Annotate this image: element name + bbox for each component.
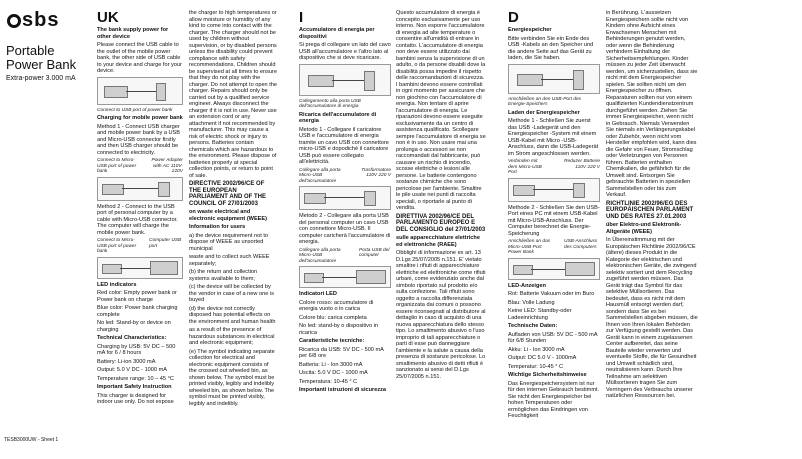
de-tech-0: Aufladen von USB: 5V DC - 500 mA für 6/8 Stunden bbox=[508, 331, 598, 344]
usb-cable-icon bbox=[322, 277, 356, 278]
uk-led-none: No led: Stand-by or device on charging bbox=[97, 320, 171, 333]
uk-tech-0: Charging by USB: 5V DC – 500 mA for 6 / 8 hours bbox=[97, 343, 176, 356]
uk-weee-3: (c) the device will be collected by the vendor in case of a new one is buyed bbox=[189, 284, 274, 303]
uk-weee-info: Information for users bbox=[189, 224, 246, 230]
uk-column bbox=[97, 10, 183, 408]
adapter-icon bbox=[158, 182, 170, 197]
power-bank-icon bbox=[102, 264, 122, 274]
adapter-icon bbox=[573, 183, 585, 198]
it-diagram-1 bbox=[299, 64, 391, 96]
usb-cable-icon bbox=[541, 79, 573, 80]
it-caption-3b: Porta USB del computer bbox=[359, 247, 390, 258]
it-weee-title: DIRETTIVA 2002/96/CE DEL PARLAMENTO EUROPEO E DEL CONSIGLIO del 27/01/2003 bbox=[396, 213, 486, 233]
uk-safety-cont: the charger to high temperatures or allow moisture or humidity of any kind to come into contact with the charger. The charger should not be used by children without supervision, or by disabled persons unless the disability could prevent compliance with safety recommendations. Children should be supervised at all times to ensure that they do not play with the charger. Do not attempt to open the charger. Repairs should only be carried out by a qualified service engineer. Always disconnect the charger if it is not in use. Never use an extension cord or any attachment if not recommended by manufacturer. This may cause a risk of electric shock or injury to persons. Batteries contain chemicals which are hazardous to the environment. Please dispose of batteries properly at special collection points, or return to point of sale. bbox=[189, 10, 278, 179]
it-caption-2a: Collegare alla porta Micro-USB dell'accumulatore bbox=[299, 167, 341, 184]
uk-weee-2: (b) the return and collection systems available to them; bbox=[189, 269, 258, 282]
uk-caption-1: Connect to USB port of power bank bbox=[97, 107, 173, 113]
uk-caption-3a: Connect to Micro-USB port of power bank bbox=[97, 238, 137, 254]
uk-weee-5: as a result of the presence of hazardous substances in electrical and electronic equipment; bbox=[189, 327, 275, 346]
it-safety-title: Importanti istruzioni di sicurezza bbox=[299, 387, 387, 393]
uk-lang-heading: UK bbox=[97, 9, 119, 26]
it-intro-title: Accumulatore di energia per dispositivi bbox=[299, 27, 375, 40]
de-led-blue: Blau: Volle Ladung bbox=[508, 299, 555, 306]
uk-caption-row-2 bbox=[97, 158, 183, 175]
it-tech-2: Uscita: 5.0 V DC - 1000 mA bbox=[299, 370, 368, 376]
uk-weee-6: (e) The symbol indicating separate collection for electrical and electronic equipment consists of the crossed out wheeled bin, as shown below. The symbol must be printed visibly, legibly and indelibly wheeled bin, as shown below. The symbol must be printed visibly, legibly and indelibly. bbox=[189, 348, 275, 407]
de-caption-row-3 bbox=[508, 239, 600, 256]
de-tech-1: Akku: Li - Ion 3000 mA bbox=[508, 346, 565, 353]
uk-weee-title: DIRECTIVE 2002/96/CE OF THE EUROPEAN PARLIAMENT AND OF THE COUNCIL OF 27/01/2003 bbox=[189, 181, 266, 207]
power-bank-icon bbox=[517, 74, 543, 86]
it-diagram-3 bbox=[299, 266, 391, 288]
de-safety-title: Wichtige Sicherheitshinweise bbox=[508, 372, 587, 378]
product-title-line1: Portable bbox=[6, 43, 55, 58]
it-weee-text: Obblighi di informazione ex art. 13 D.Lgs 25/07/2005 n.151. E' vietato smaltire i rifiuti di apparecchiature elettriche ed elettroniche come rifiuti urbani, come evidenziato anche dal simbolo riportato sul prodotto e/o sulla confezione. Tali rifiuti sono oggetto a raccolta differenziata organizzata dai comuni o possono essere riconsegnati al distributore al dettaglio in caso di acquisto di una nuova apparecchiatura dello stesso tipo. Lo smaltimento abusivo o l'uso improprio di tali apparecchiature o parti di esse può danneggiare l'ambiente e la salute a causa della presenza di sostanze pericolose. Lo smaltimento abusivo di detti rifiuti è sanzionato ai sensi del D.Lgs 25/07/2005 n.151. bbox=[396, 250, 486, 380]
de-column-2 bbox=[606, 10, 698, 402]
logo-text: sbs bbox=[22, 9, 60, 31]
it-method-2: Metodo 2 - Collegare alla porta USB del personal computer un cavo USB con connettore Micro-USB. Il computer caricherà l'accumulatore di energia. bbox=[299, 213, 391, 245]
de-caption-2b: Reduzer Batterie 110V 220 V bbox=[564, 159, 600, 170]
power-bank-icon bbox=[102, 184, 124, 195]
uk-safety-title: Important Safety Instruction bbox=[97, 384, 172, 390]
de-intro-text: Bitte verbinden Sie ein Ende des USB -Kabels an den Speicher und die andere Seite auf das Gerät zu laden, die Sie haben. bbox=[508, 35, 594, 61]
it-caption-1: Collegamento alla porta USB dell'accumulatore di energia bbox=[299, 98, 361, 109]
de-tech-title: Technische Daten: bbox=[508, 323, 558, 329]
de-diagram-3 bbox=[508, 258, 600, 280]
it-led-blue: Colore blu: carica completa bbox=[299, 314, 367, 321]
it-diagram-2 bbox=[299, 186, 391, 210]
de-method-2: Methode 2 - Schließen Sie den USB-Port eines PC mit einem USB-Kabel mit Micro-USB-Anschluss. Der Computer berechnet die Energie-Speicherung bbox=[508, 204, 600, 237]
it-intro-text: Si prega di collegare un lato del cavo USB all'accumulatore e l'altro lato al dispositivo che si deve ricaricare. bbox=[299, 42, 391, 61]
usb-cable-icon bbox=[126, 91, 156, 92]
uk-diagram-3 bbox=[97, 257, 183, 279]
uk-weee-sub: on waste electrical and electronic equipment (WEEE) bbox=[189, 209, 268, 222]
it-safety-text: Questo accumulatore di energia è concepito esclusivamente per uso interno. Non esporre l'accumulatore di energia ad alte temperature o consentire all'umidità di entrare in contatto. L'accumulatore di energia non deve essere utilizzato dai bambini senza la supervisione di un adulto, o da persone disabili dove la disabilità possa impedire il rispetto delle raccomandazioni di sicurezza. I bambini devono essere controllati in ogni momento per assicurare che non giochino con l'accumulatore di energia. Non tentare di aprire l'accumulatore di energia. Le riparazioni devono essere eseguite esclusivamente da un centro di assistenza qualificato. Scollegare sempre l'accumulatore di energia se non è in uso. Non usare mai una prolunga o accessori se non raccomandati dal fabbricante, può causare un rischio di incendio, scosse elettriche o lesioni alle persone. Le batterie contengono sostanze chimiche che sono pericolose per l'ambiente. Smaltire le pile usate nei punti di raccolta speciali, o riportarle al punto di vendita. bbox=[396, 10, 486, 211]
de-charging-title: Laden der Energiespeicher bbox=[508, 109, 580, 116]
logo-ring-icon bbox=[7, 14, 21, 28]
de-led-none: Keine LED: Standby-oder Ladeeinrichtung bbox=[508, 308, 572, 321]
uk-caption-row-3 bbox=[97, 238, 183, 255]
sheet-footer: TESB3000UW - Sheet 1 bbox=[4, 437, 59, 443]
uk-caption-2b: Power Adapter with AC 110V-220V bbox=[151, 158, 183, 174]
uk-weee-4: (d) the device not correctly disposed has potential effects on the environment and human health bbox=[189, 305, 276, 325]
de-weee-sub: über Elektro-und Elektronik-Altgeräte (WEEE) bbox=[606, 222, 682, 235]
uk-weee-1: waste and to collect such WEEE separately; bbox=[189, 254, 270, 267]
de-tech-2: Output: DC 5.0 V - 1000mA bbox=[508, 355, 577, 361]
de-caption-3a: Anschließen an das Micro-USB-Port Power Bank bbox=[508, 239, 551, 255]
brand-logo bbox=[6, 9, 59, 32]
usb-cable-icon bbox=[122, 188, 158, 189]
de-safety-text: Das Energiespeichersystem ist nur für den internen Gebrauch bestimmt. Sie nicht den Energiespeicher bei hohen Temperaturen oder ermöglichen das Eindringen von Feuchtigkeit bbox=[508, 380, 600, 419]
uk-tech-3: Temperature range: 10 – 45 °C bbox=[97, 375, 174, 382]
it-column bbox=[299, 10, 391, 396]
product-title bbox=[6, 44, 76, 72]
laptop-icon bbox=[150, 261, 178, 275]
power-bank-icon bbox=[104, 86, 128, 98]
uk-intro-title: The bank supply power for other device bbox=[97, 27, 169, 40]
uk-diagram-2 bbox=[97, 177, 183, 201]
it-led-none: No led: stand-by o dispositivo in ricarica bbox=[299, 323, 378, 336]
de-tech-3: Temperatur: 10-45 ° C bbox=[508, 363, 564, 370]
de-led-red: Rot: Batterie Vakuum oder im Buro bbox=[508, 291, 595, 297]
laptop-icon bbox=[356, 270, 386, 284]
de-led-title: LED-Anzeigen bbox=[508, 282, 546, 289]
de-method-1: Methode 1 - Schließen Sie zuerst das USB -Ladegerät und den Energiespeicher -System mit einem USB-Kabel mit Micro -USB-Anschluss, dann die USB-Ladegerät im Strom angeschlossen werden. bbox=[508, 118, 599, 157]
usb-cable-icon bbox=[332, 80, 364, 81]
power-bank-icon bbox=[513, 185, 535, 196]
de-weee-title: RICHTLINIE 2002/96/EG DES EUROPÄISCHEN PARLAMENT UND DES RATES 27.01.2003 bbox=[606, 200, 694, 220]
de-diagram-1 bbox=[508, 64, 600, 94]
it-caption-row-2 bbox=[299, 168, 391, 185]
uk-led-title: LED indicators bbox=[97, 281, 137, 288]
uk-caption-3b: Computer USB port bbox=[149, 238, 182, 249]
phone-icon bbox=[364, 71, 375, 91]
it-caption-row-3 bbox=[299, 248, 391, 265]
de-diagram-2 bbox=[508, 178, 600, 202]
de-caption-3b: USB-Anschluss des Computers bbox=[564, 239, 598, 250]
it-led-red: Colore rosso: accumulatore di energia vuoto o in carica bbox=[299, 299, 374, 312]
uk-method-2: Method 2 - Connect to the USB port of personal computer by a cable with Micro-USB connector. The computer will charge the mobile power bank. bbox=[97, 203, 178, 236]
it-tech-0: Ricarica da USB: 5V DC - 500 mA per 6/8 ore bbox=[299, 346, 384, 359]
usb-cable-icon bbox=[533, 189, 573, 190]
adapter-icon bbox=[364, 191, 376, 206]
usb-cable-icon bbox=[120, 268, 150, 269]
uk-tech-title: Technical Characteristics: bbox=[97, 335, 167, 341]
it-weee-sub: sulle apparecchiature elettriche ed elettroniche (RAEE) bbox=[396, 235, 480, 248]
power-bank-icon bbox=[304, 193, 326, 204]
it-lang-heading: I bbox=[299, 9, 304, 26]
product-subtitle: Extra-power 3.000 mA bbox=[6, 75, 76, 82]
it-column-2 bbox=[396, 10, 486, 382]
uk-diagram-1 bbox=[97, 77, 183, 105]
phone-icon bbox=[156, 83, 166, 101]
it-caption-3a: Collegare alla porta Micro-USB dell'accumulatore bbox=[299, 247, 341, 264]
it-charging-title: Ricarica dell'accumulatore di energia bbox=[299, 111, 377, 124]
de-caption-1: Anschließen an den USB-Port des Energie-Speichers bbox=[508, 96, 582, 107]
uk-weee-0: a) the device requirement not to dispose of WEEE as unsorted municipal bbox=[189, 232, 268, 252]
it-tech-title: Caratteristiche tecniche: bbox=[299, 338, 365, 344]
it-method-1: Metodo 1 - Collegare il caricatore USB e l'accumulatore di energia tramite un cavo USB con connettore micro-USB e dopodiché il caricatore USB può essere collegato all'elettricità. bbox=[299, 126, 389, 165]
usb-cable-icon bbox=[324, 197, 364, 198]
de-caption-2a: Verbinden mit dem Micro-USB Port bbox=[508, 159, 542, 175]
product-title-line2: Power Bank bbox=[6, 57, 77, 72]
power-bank-icon bbox=[308, 75, 334, 87]
de-lang-heading: D bbox=[508, 9, 519, 26]
uk-charging-title: Charging for mobile power bank bbox=[97, 115, 183, 121]
laptop-icon bbox=[565, 262, 595, 276]
uk-column-2 bbox=[189, 10, 277, 409]
de-safety-cont: in Berührung. L'aussetzen Energiespeichern sollte nicht von Kindern ohne Aufsicht eines Erwachsenen Menschen mit Behinderungen genutzt werden, oder wenn die Behinderung verhindern Einhaltung der Sicherheitsempfehlungen. Kinder müssen zu jeder Zeit überwacht werden, um sicherzustellen, dass sie nicht mit dem Energiespeicher spielen. Sie sollten nicht um den Energiespeicher zu öffnen. Reparaturen sollten nur von einem qualifizierten Kundendienstzentrum durchgeführt werden. Ziehen Sie immer Energiespeicher, wenn nicht in Gebrauch. Niemals Verwenden Sie niemals ein Verlängerungskabel oder Zubehör, wenn nicht vom Hersteller empfohlen wird, kann dies die Gefahr von Feuer, Stromschlag oder Verletzungen von Personen führen. Batterien enthalten Chemikalien, die gefährlich für die Umwelt sind. Entsorgen Sie gebrauchte Batterien in speziellen Sammelstellen oder bis zum Verkauf. bbox=[606, 10, 698, 198]
uk-tech-1: Battery: Li-ion 3000 mA bbox=[97, 358, 156, 365]
it-tech-3: Temperatura: 10-45 ° C bbox=[299, 378, 358, 385]
de-weee-text: In Übereinstimmung mit der Europäischen Richtlinie 2002/96/CE (ältere) dieses Produkt in die Kategorie der elektrischen und elektronischen Geräte, die zwingend selektiv sortiert und dem Recycling zugeführt werden müssen. Das Gerät trägt das Symbol für das selektive Müllsortieren. Das bedeutet, dass es nicht mit dem Hausmüll entsorgt werden darf, sondern dass Sie es bei Sammelstellen abgeben müssen, die Ihnen von Ihren lokalen Behörden zur Verfügung gestellt werden. Das Gerät kann in einem zugelassenen Center aufbereitet, das seine Bauteile wieder verwerten und eventuelle Stoffe, die für Gesundheit und Umwelt schädlich sind, neutralisieren kann. Durch Ihre Teilnahme am selektiven Müllsortieren tragen Sie zum Verringern des Verbrauchs unserer natürlichen Ressourcen bei. bbox=[606, 237, 698, 399]
de-caption-row-2 bbox=[508, 159, 600, 176]
it-tech-1: Batteria: Li - Ion 3000 mA bbox=[299, 361, 363, 368]
de-column bbox=[508, 10, 600, 422]
it-caption-2b: Trasformatore 110V 220 V bbox=[361, 167, 391, 178]
usb-cable-icon bbox=[531, 269, 565, 270]
uk-safety-text: This charger is designed for indoor use only. Do not expose bbox=[97, 392, 174, 405]
uk-led-blue: Blue color: Power bank charging complete bbox=[97, 305, 178, 318]
uk-method-1: Method 1 - Connect USB charger and mobile power bank by a USB and Micro-USB connector firstly and then USB charger should be connected to electricity. bbox=[97, 123, 181, 156]
uk-caption-2a: Connect to Micro-USB port of power bank bbox=[97, 158, 137, 174]
power-bank-icon bbox=[513, 265, 533, 275]
uk-led-red: Red color: Empty power bank or Power bank on charge bbox=[97, 290, 177, 303]
power-bank-icon bbox=[304, 273, 324, 283]
uk-tech-2: Output: 5.0 V DC - 1000 mA bbox=[97, 367, 167, 373]
de-intro-title: Energiespeicher bbox=[508, 27, 552, 33]
it-led-title: Indicatori LED bbox=[299, 291, 337, 297]
phone-icon bbox=[573, 70, 584, 90]
uk-intro-text: Please connect the USB cable to the outlet of the mobile power bank, the other side of USB cable to your device and charge for your device. bbox=[97, 42, 182, 74]
